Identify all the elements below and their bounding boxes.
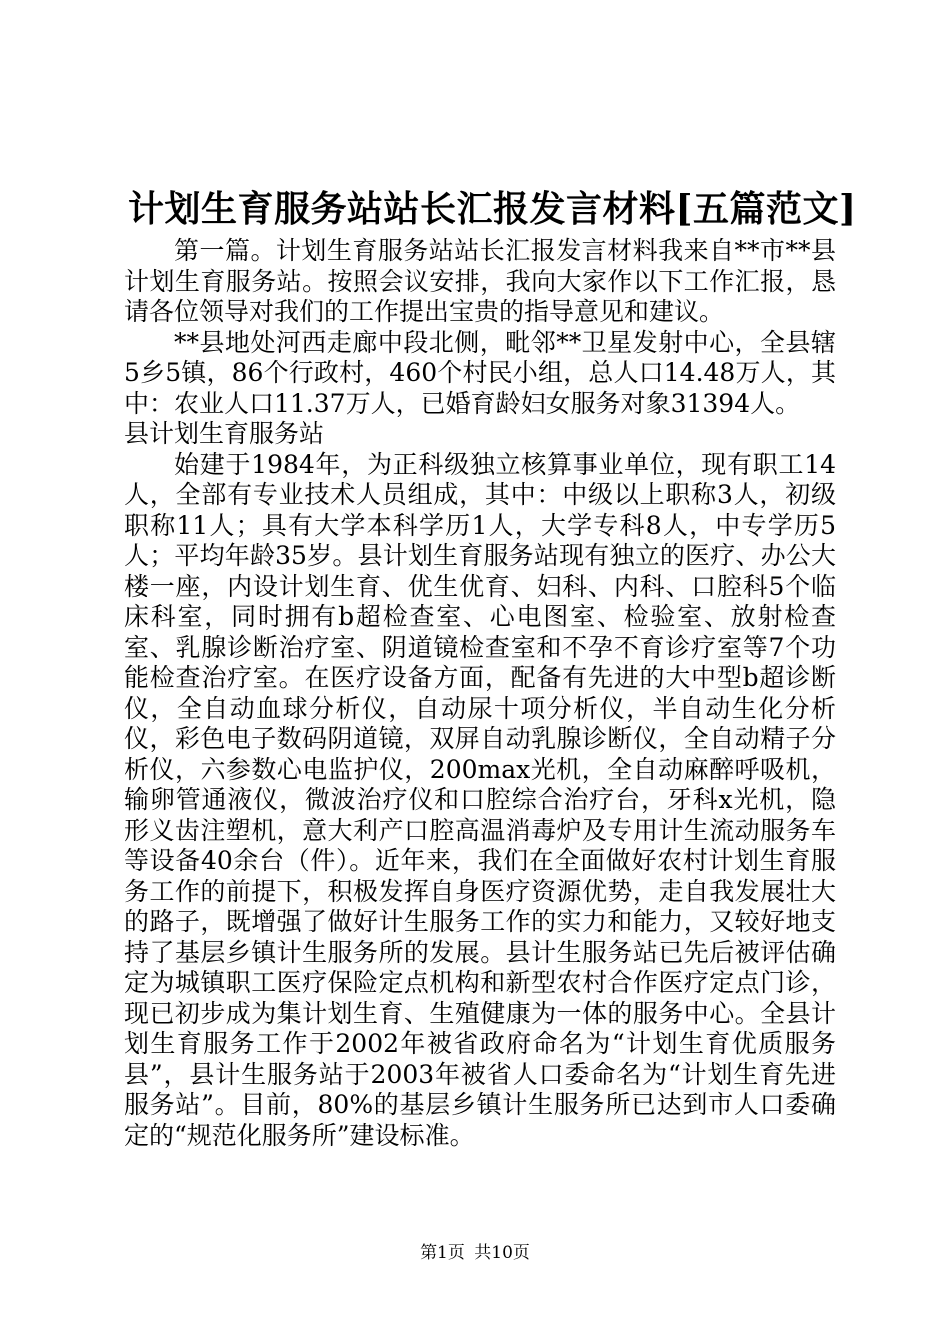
paragraph-station-details: 始建于1984年，为正科级独立核算事业单位，现有职工14人，全部有专业技术人员组成，其中：中级以上职称3人，初级职称11人；具有大学本科学历1人，大学专科8人，中专学历5人；平均年龄35岁。县计划生育服务站现有独立的医疗、办公大楼一座，内设计划生育、优生优育、妇科、内科、口腔科5个临床科室，同时拥有b超检查室、心电图室、检验室、放射检查室、乳腺诊断治疗室、阴道镜检查室和不孕不育诊疗室等7个功能检查治疗室。在医疗设备方面，配备有先进的大中型b超诊断仪，全自动血球分析仪，自动尿十项分析仪，半自动生化分析仪，彩色电子数码阴道镜，双屏自动乳腺诊断仪，全自动精子分析仪，六参数心电监护仪，200max光机，全自动麻醉呼吸机，输卵管通液仪，微波治疗仪和口腔综合治疗台，牙科x光机，隐形义齿注塑机，意大利产口腔高温消毒炉及专用计生流动服务车等设备40余台（件）。近年来，我们在全面做好农村计划生育服务工作的前提下，积极发挥自身医疗资源优势，走自我发展壮大的路子，既增强了做好计生服务工作的实力和能力，又较好地支持了基层乡镇计生服务所的发展。县计生服务站已先后被评估确定为城镇职工医疗保险定点机构和新型农村合作医疗定点门诊，现已初步成为集计划生育、生殖健康为一体的服务中心。全县计划生育服务工作于2002年被省政府命名为“计划生育优质服务县”，县计生服务站于2003年被省人口委命名为“计划生育先进服务站”。目前，80%的基层乡镇计生服务所已达到市人口委确定的“规范化服务所”建设标准。 [124,449,836,1150]
document-body [124,236,836,1151]
paragraph-county-overview: **县地处河西走廊中段北侧，毗邻**卫星发射中心，全县辖5乡5镇，86个行政村，460个村民小组，总人口14.48万人，其中：农业人口11.37万人，已婚育龄妇女服务对象31394人。 [124,327,836,418]
page-footer [0,1242,950,1264]
document-title: 计划生育服务站站长汇报发言材料[五篇范文] [128,188,857,230]
paragraph-station-heading: 县计划生育服务站 [124,419,325,448]
page-total: 共10页 [474,1243,530,1263]
paragraph-intro: 第一篇。计划生育服务站站长汇报发言材料我来自**市**县计划生育服务站。按照会议安排，我向大家作以下工作汇报，恳请各位领导对我们的工作提出宝贵的指导意见和建议。 [124,236,836,326]
page-number: 第1页 [420,1243,465,1263]
